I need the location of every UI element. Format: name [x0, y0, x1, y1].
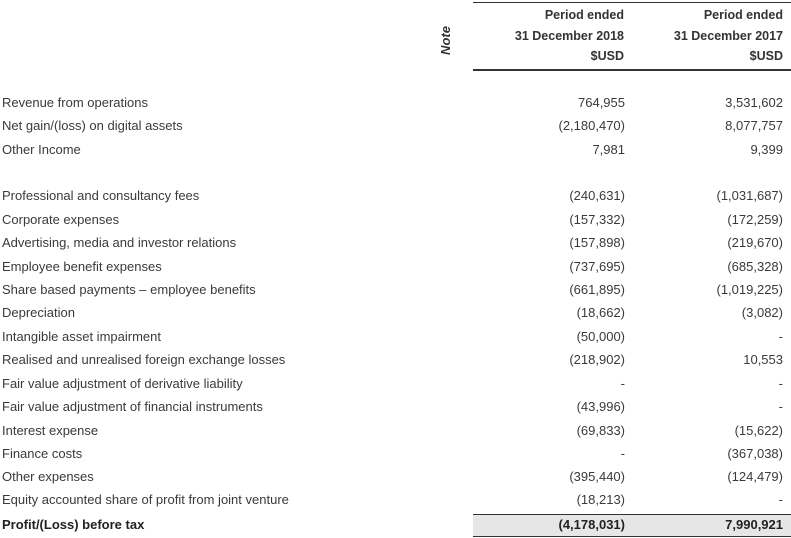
note-column-header	[431, 20, 459, 60]
total-value-2017: 7,990,921	[725, 517, 783, 532]
column-header-2017-line1: Period ended	[703, 8, 783, 22]
row-label: Equity accounted share of profit from joint venture	[2, 492, 289, 507]
value-2017: (1,031,687)	[716, 188, 783, 203]
table-row	[0, 279, 791, 301]
row-label: Advertising, media and investor relations	[2, 235, 237, 250]
header-top-rule	[473, 2, 791, 3]
column-header-2018	[473, 5, 624, 67]
table-row	[0, 92, 791, 114]
row-label: Fair value adjustment of derivative liability	[2, 376, 243, 391]
row-label: Revenue from operations	[2, 95, 148, 110]
value-2017: -	[778, 376, 783, 391]
row-label: Realised and unrealised foreign exchange losses	[2, 352, 286, 367]
value-2018: (737,695)	[569, 259, 625, 274]
row-label: Intangible asset impairment	[2, 329, 161, 344]
table-row	[0, 489, 791, 511]
table-row	[0, 185, 791, 207]
value-2018: -	[620, 446, 625, 461]
table-row	[0, 209, 791, 231]
table-row	[0, 139, 791, 161]
value-2017: (124,479)	[727, 469, 783, 484]
value-2018: (18,213)	[576, 492, 625, 507]
value-2017: -	[778, 329, 783, 344]
row-label: Finance costs	[2, 446, 83, 461]
column-header-2018-line1: Period ended	[544, 8, 624, 22]
table-row	[0, 420, 791, 442]
value-2018: (2,180,470)	[558, 118, 625, 133]
header-bottom-rule	[473, 69, 791, 71]
value-2017: 8,077,757	[725, 118, 783, 133]
value-2018: (395,440)	[569, 469, 625, 484]
table-row	[0, 466, 791, 488]
row-label: Corporate expenses	[2, 212, 120, 227]
value-2017: (172,259)	[727, 212, 783, 227]
table-row	[0, 115, 791, 137]
value-2018: 7,981	[592, 142, 625, 157]
column-header-2017	[640, 5, 783, 67]
table-row	[0, 396, 791, 418]
value-2017: (685,328)	[727, 259, 783, 274]
row-label: Fair value adjustment of financial instruments	[2, 399, 263, 414]
row-label: Depreciation	[2, 305, 75, 320]
table-row	[0, 302, 791, 324]
value-2018: (18,662)	[576, 305, 625, 320]
row-label: Employee benefit expenses	[2, 259, 162, 274]
value-2017: -	[778, 492, 783, 507]
table-row	[0, 373, 791, 395]
value-2017: (367,038)	[727, 446, 783, 461]
value-2018: (157,898)	[569, 235, 625, 250]
value-2017: -	[778, 399, 783, 414]
value-2017: (15,622)	[734, 423, 783, 438]
value-2018: (50,000)	[576, 329, 625, 344]
table-row	[0, 232, 791, 254]
note-label: Note	[437, 25, 453, 55]
row-label: Other expenses	[2, 469, 94, 484]
value-2018: (661,895)	[569, 282, 625, 297]
total-bottom-rule	[473, 536, 791, 537]
value-2018: (43,996)	[576, 399, 625, 414]
total-row	[0, 514, 791, 536]
column-header-2017-line2: 31 December 2017	[673, 28, 783, 43]
value-2017: (1,019,225)	[716, 282, 783, 297]
row-label: Net gain/(loss) on digital assets	[2, 118, 183, 133]
table-row	[0, 349, 791, 371]
column-header-2018-currency: $USD	[590, 49, 624, 63]
column-header-2018-line2: 31 December 2018	[514, 28, 624, 43]
value-2018: (69,833)	[576, 423, 625, 438]
table-row	[0, 256, 791, 278]
value-2017: 9,399	[750, 142, 783, 157]
value-2018: -	[620, 376, 625, 391]
row-label: Other Income	[2, 142, 81, 157]
value-2018: 764,955	[578, 95, 625, 110]
table-row	[0, 443, 791, 465]
table-row	[0, 326, 791, 348]
value-2017: (219,670)	[727, 235, 783, 250]
row-label: Interest expense	[2, 423, 99, 438]
total-label: Profit/(Loss) before tax	[2, 517, 145, 532]
value-2018: (240,631)	[569, 188, 625, 203]
value-2018: (157,332)	[569, 212, 625, 227]
column-header-2017-currency: $USD	[749, 49, 783, 63]
total-value-2018: (4,178,031)	[558, 517, 625, 532]
value-2017: 3,531,602	[725, 95, 783, 110]
value-2017: 10,553	[743, 352, 783, 367]
value-2018: (218,902)	[569, 352, 625, 367]
row-label: Professional and consultancy fees	[2, 188, 200, 203]
row-label: Share based payments – employee benefits	[2, 282, 256, 297]
value-2017: (3,082)	[741, 305, 783, 320]
